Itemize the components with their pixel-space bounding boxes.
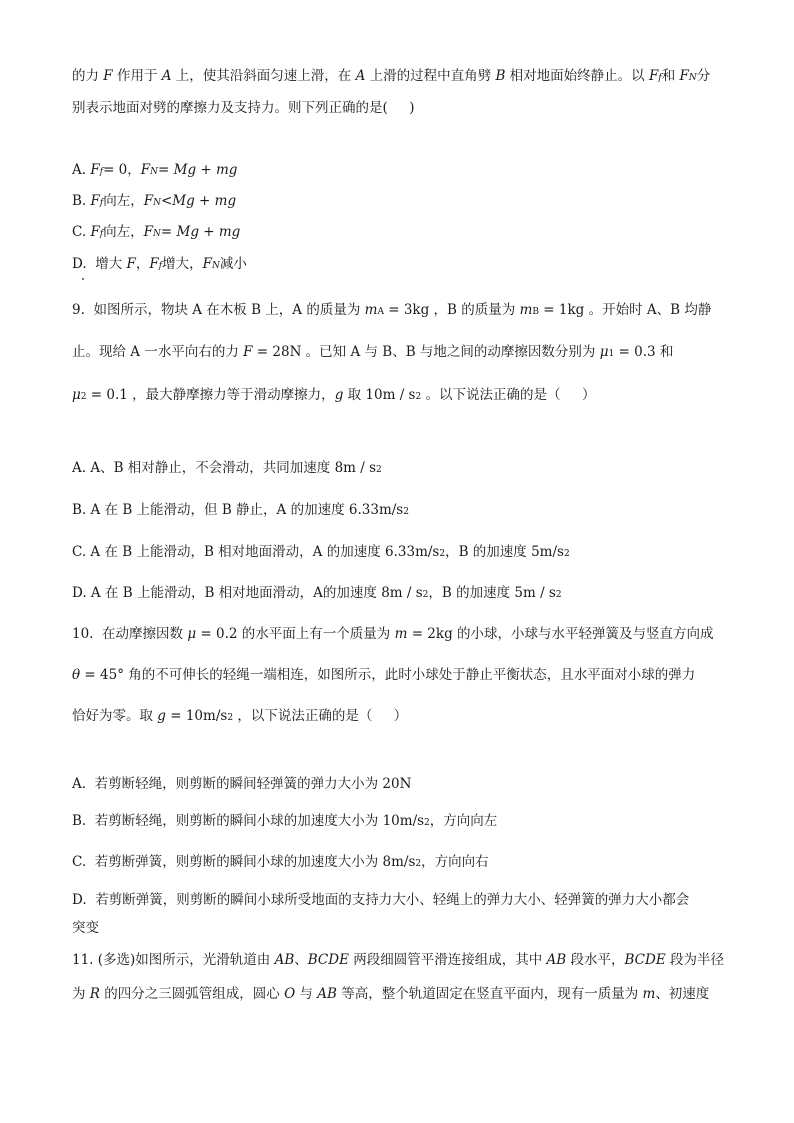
q9-option-c: C. A 在 B 上能滑动，B 相对地面滑动，A 的加速度 6.33m/s 2 ，B 的加速度 5m/s 2 (72, 544, 570, 560)
q8-option-b: B. F f 向左， F N <Mg + mg (72, 193, 237, 209)
q9-option-d: D. A 在 B 上能滑动，B 相对地面滑动，A的加速度 8m / s 2 ，B 的加速度 5m / s 2 (72, 585, 562, 601)
q10-stem-line-1: 10. 在动摩擦因数 μ = 0.2 的水平面上有一个质量为 m = 2kg 的小球，小球与水平轻弹簧及与竖直方向成 (72, 626, 714, 642)
q10-option-a: A. 若剪断轻绳，则剪断的瞬间轻弹簧的弹力大小为 20N (72, 776, 412, 792)
q9-stem-line-3: μ 2 = 0.1 ，最大静摩擦力等于滑动摩擦力， g 取 10m / s 2 。以下说法正确的是（ ） (72, 387, 596, 403)
q10-option-b: B. 若剪断轻绳，则剪断的瞬间小球的加速度大小为 10m/s 2 ，方向向左 (72, 813, 498, 829)
q11-stem-line-2: 为 R 的四分之三圆弧管组成，圆心 O 与 AB 等高，整个轨道固定在竖直平面内，现有一质量为 m 、初速度 (72, 986, 710, 1002)
q8-option-d: D. 增大 F ， F f 增大， F N 减小 (72, 256, 247, 272)
q9-stem-line-1: 9. 如图所示，物块 A 在木板 B 上，A 的质量为 m A = 3kg ，B 的质量为 m B = 1kg 。开始时 A、B 均静 (72, 302, 712, 318)
q8-option-c: C. F f 向左， F N = Mg + mg (72, 224, 241, 240)
q10-stem-line-2: θ = 45° 角的不可伸长的轻绳一端相连，如图所示，此时小球处于静止平衡状态，且水平面对小球的弹力 (72, 667, 696, 683)
q8-stem-line-2: 别表示地面对劈的摩擦力及支持力。则下列正确的是( ) (72, 100, 415, 116)
stray-dot (82, 278, 84, 280)
q9-stem-line-2: 止。现给 A 一水平向右的力 F = 28N 。已知 A 与 B、B 与地之间的动摩擦因数分别为 μ 1 = 0.3 和 (72, 344, 674, 360)
q10-option-d-continued: 突变 (72, 920, 99, 936)
q8-stem-line-1: 的力 F 作用于 A 上，使其沿斜面匀速上滑，在 A 上滑的过程中直角劈 B 相对地面始终静止。以 F f 和 F N 分 (72, 68, 711, 84)
q9-option-a: A. A、B 相对静止，不会滑动，共同加速度 8m / s 2 (72, 460, 382, 476)
q11-stem-line-1: 11. (多选)如图所示，光滑轨道由 AB 、 BCDE 两段细圆管平滑连接组成，其中 AB 段水平， BCDE 段为半径 (72, 952, 724, 968)
q10-option-c: C. 若剪断弹簧，则剪断的瞬间小球的加速度大小为 8m/s 2 ，方向向右 (72, 854, 489, 870)
q10-stem-line-3: 恰好为零。取 g = 10m/s 2 ，以下说法正确的是（ ） (72, 708, 408, 724)
q9-option-b: B. A 在 B 上能滑动，但 B 静止，A 的加速度 6.33m/s 2 (72, 502, 409, 518)
q10-option-d: D. 若剪断弹簧，则剪断的瞬间小球所受地面的支持力大小、轻绳上的弹力大小、轻弹簧的弹力大小都会 (72, 892, 690, 908)
q8-option-a: A. F f = 0， F N = Mg + mg (72, 162, 238, 178)
